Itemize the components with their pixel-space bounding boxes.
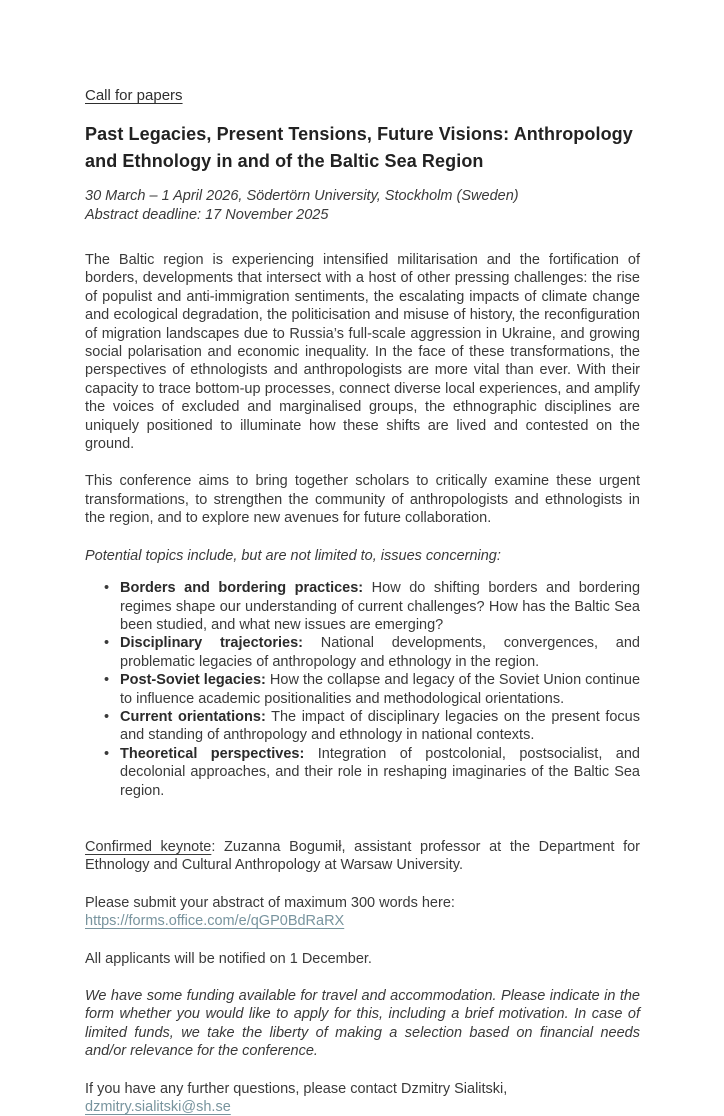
topic-label: Post-Soviet legacies: xyxy=(120,672,266,689)
topic-text: How the collapse and legacy of the Soviet Union continue to influence academic positionalities and methodological orientations. xyxy=(120,672,641,707)
topic-item xyxy=(85,671,640,708)
topic-text: National developments, convergences, and problematic legacies of anthropology and ethnology in the region. xyxy=(120,635,641,670)
kicker: Call for papers xyxy=(85,87,183,104)
topic-label: Borders and bordering practices: xyxy=(120,580,364,597)
submission-link-line xyxy=(85,912,640,930)
topic-text: How do shifting borders and bordering regimes shape our understanding of current challenges? How has the Baltic Sea been studied, and what new issues are emerging? xyxy=(120,580,641,633)
event-date: 30 March – 1 April 2026, Södertörn University, Stockholm (Sweden) xyxy=(85,188,519,204)
submission-link[interactable]: https://forms.office.com/e/qGP0BdRaRX xyxy=(85,913,345,930)
keynote-text: : Zuzanna Bogumił, assistant professor at the Department for Ethnology and Cultural Anthropology at Warsaw University. xyxy=(85,838,640,874)
keynote-paragraph xyxy=(85,838,640,875)
topic-label: Disciplinary trajectories: xyxy=(120,635,303,652)
notification-line: All applicants will be notified on 1 December. xyxy=(85,950,372,967)
contact-line xyxy=(85,1080,640,1116)
contact-email-link[interactable]: dzmitry.sialitski@sh.se xyxy=(85,1099,231,1116)
topic-item xyxy=(85,708,640,745)
intro-paragraph: The Baltic region is experiencing intensified militarisation and the fortification of borders, developments that intersect with a host of other pressing challenges: the rise of populist and anti-immigration sentiments, the escalating impacts of climate change and ecological degradation, the politicisation and misuse of history, the reconfiguration of migration landscapes due to Russia’s full-scale aggression in Ukraine, and growing social polarisation and economic inequality. In the face of these transformations, the perspectives of ethnologists and anthropologists are more vital than ever. With their capacity to trace bottom-up processes, connect diverse local experiences, and amplify the voices of excluded and marginalised groups, the ethnographic disciplines are uniquely positioned to illuminate how these shifts are lived and contested on the ground. xyxy=(85,252,640,453)
topic-label: Current orientations: xyxy=(120,708,266,725)
topics-list xyxy=(85,579,640,800)
event-meta xyxy=(85,187,640,224)
abstract-deadline: Abstract deadline: 17 November 2025 xyxy=(85,206,329,223)
topic-text: Integration of postcolonial, postsocialist, and decolonial approaches, and their role in reshaping imaginaries of the Baltic Sea region. xyxy=(120,745,640,799)
topics-intro: Potential topics include, but are not limited to, issues concerning: xyxy=(85,547,501,564)
topic-item xyxy=(85,745,640,800)
topic-label: Theoretical perspectives: xyxy=(120,745,305,762)
funding-paragraph: We have some funding available for travel and accommodation. Please indicate in the form whether you would like to apply for this, including a brief motivation. In case of limited funds, we take the liberty of making a selection based on financial needs and/or relevance for the conference. xyxy=(85,988,640,1060)
keynote-label: Confirmed keynote xyxy=(85,838,212,855)
contact-text: If you have any further questions, please contact Dzmitry Sialitski, xyxy=(85,1080,508,1097)
submission-instruction: Please submit your abstract of maximum 300 words here: xyxy=(85,894,455,911)
topic-item xyxy=(85,634,640,671)
aims-paragraph: This conference aims to bring together scholars to critically examine these urgent transformations, to strengthen the community of anthropologists and ethnologists in the region, and to explore new avenues for future collaboration. xyxy=(85,473,640,527)
topic-text: The impact of disciplinary legacies on the present focus and standing of anthropology and ethnology in national contexts. xyxy=(120,708,640,744)
topic-item xyxy=(85,579,640,634)
page-title: Past Legacies, Present Tensions, Future Visions: Anthropology and Ethnology in and of the Baltic Sea Region xyxy=(85,124,633,171)
